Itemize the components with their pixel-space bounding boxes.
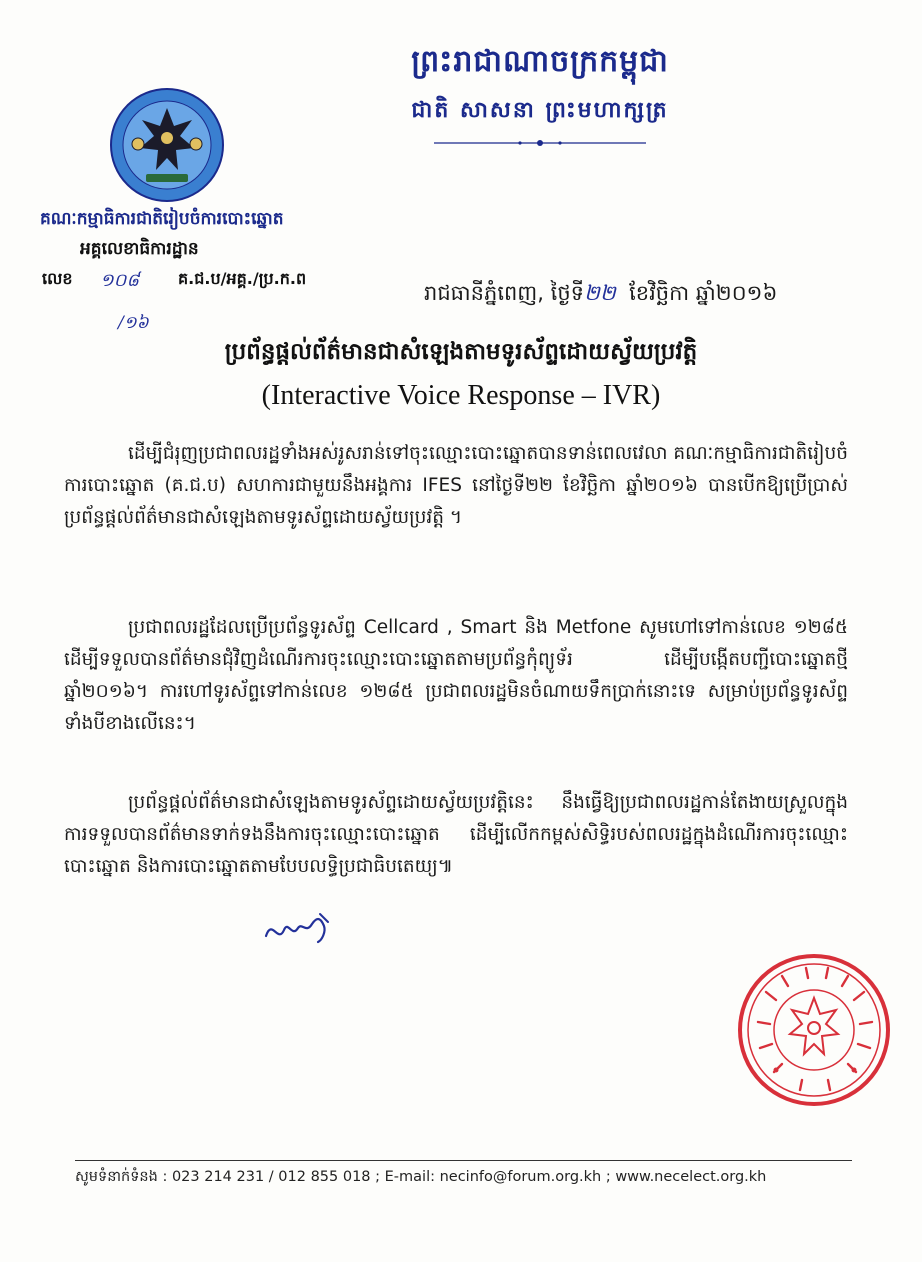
- reference-year-handwritten: /១៦: [118, 313, 149, 333]
- kingdom-title: ព្រះរាជាណាចក្រកម្ពុជា: [411, 44, 669, 79]
- body-paragraph-1: ដើម្បីជំរុញប្រជាពលរដ្ឋទាំងអស់រូសរាន់ទៅចុះឈ្មោះបោះឆ្នោតបានទាន់ពេលវេលា គណៈកម្មាធិការជាតិរៀបចំការបោះឆ្នោត (គ.ជ.ប) សហការជាមួយនឹងអង្គការ IFES នៅថ្ងៃទី២២ ខែវិច្ឆិកា ឆ្នាំ២០១៦ បានបើកឱ្យប្រើប្រាស់ប្រព័ន្ធផ្តល់ព័ត៌មានជាសំឡេងតាមទូរស័ព្ទដោយស្វ័យប្រវត្តិ ។: [64, 443, 849, 528]
- date-day-handwritten: ២២: [583, 281, 616, 305]
- footer-contact: សូមទំនាក់ទំនង : 023 214 231 / 012 855 018 ; E-mail: necinfo@forum.org.kh ; www.necelect.org.kh: [75, 1169, 767, 1185]
- reference-code: គ.ជ.ប/អគ្គ./ប្រ.ក.ព: [178, 269, 307, 288]
- reference-label: លេខ: [42, 269, 73, 288]
- body-paragraph-2: ប្រជាពលរដ្ឋដែលប្រើប្រព័ន្ធទូរស័ព្ទ Cellcard , Smart និង Metfone សូមហៅទៅកាន់លេខ ១២៨៥ ដើម្បីទទួលបានព័ត៌មានជុំវិញដំណើរការចុះឈ្មោះបោះឆ្នោតតាមប្រព័ន្ធកុំព្យូទ័រ ដើម្បីបង្កើតបញ្ជីបោះឆ្នោតថ្មី ឆ្នាំ២០១៦។ ការហៅទូរស័ព្ទទៅកាន់លេខ ១២៨៥ ប្រជាពលរដ្ឋមិនចំណាយទឹកប្រាក់នោះទេ សម្រាប់ប្រព័ន្ធទូរស័ព្ទទាំងបីខាងលើនេះ។: [64, 617, 848, 734]
- department-name: អគ្គលេខាធិការដ្ឋាន: [80, 239, 199, 259]
- national-motto: ជាតិ សាសនា ព្រះមហាក្សត្រ: [411, 97, 669, 123]
- ornament-divider-icon: [430, 138, 650, 148]
- date-prefix: រាជធានីភ្នំពេញ, ថ្ងៃទី: [424, 281, 584, 305]
- footer-divider: [75, 1160, 852, 1161]
- date-line: [424, 280, 777, 311]
- nec-logo-icon: [108, 86, 226, 204]
- document-title-khmer: ប្រព័ន្ធផ្តល់ព័ត៌មានជាសំឡេងតាមទូរស័ព្ទដោយស្វ័យប្រវត្តិ: [224, 339, 698, 365]
- signature-icon: [262, 908, 334, 946]
- date-suffix: ខែវិច្ឆិកា ឆ្នាំ២០១៦: [629, 281, 778, 305]
- organization-name: គណៈកម្មាធិការជាតិរៀបចំការបោះឆ្នោត: [40, 209, 284, 229]
- document-title-english: (Interactive Voice Response – IVR): [261, 380, 661, 411]
- body-paragraph-3: ប្រព័ន្ធផ្តល់ព័ត៌មានជាសំឡេងតាមទូរស័ព្ទដោយស្វ័យប្រវត្តិនេះ នឹងធ្វើឱ្យប្រជាពលរដ្ឋកាន់តែងាយស្រួលក្នុងការទទួលបានព័ត៌មានទាក់ទងនឹងការចុះឈ្មោះបោះឆ្នោត ដើម្បីលើកកម្ពស់សិទ្ធិរបស់ពលរដ្ឋក្នុងដំណើរការចុះឈ្មោះបោះឆ្នោត និងការបោះឆ្នោតតាមបែបលទ្ធិប្រជាធិបតេយ្យ៕: [64, 792, 848, 877]
- official-seal-icon: [736, 952, 892, 1108]
- reference-number-handwritten: ១០៨: [100, 270, 140, 291]
